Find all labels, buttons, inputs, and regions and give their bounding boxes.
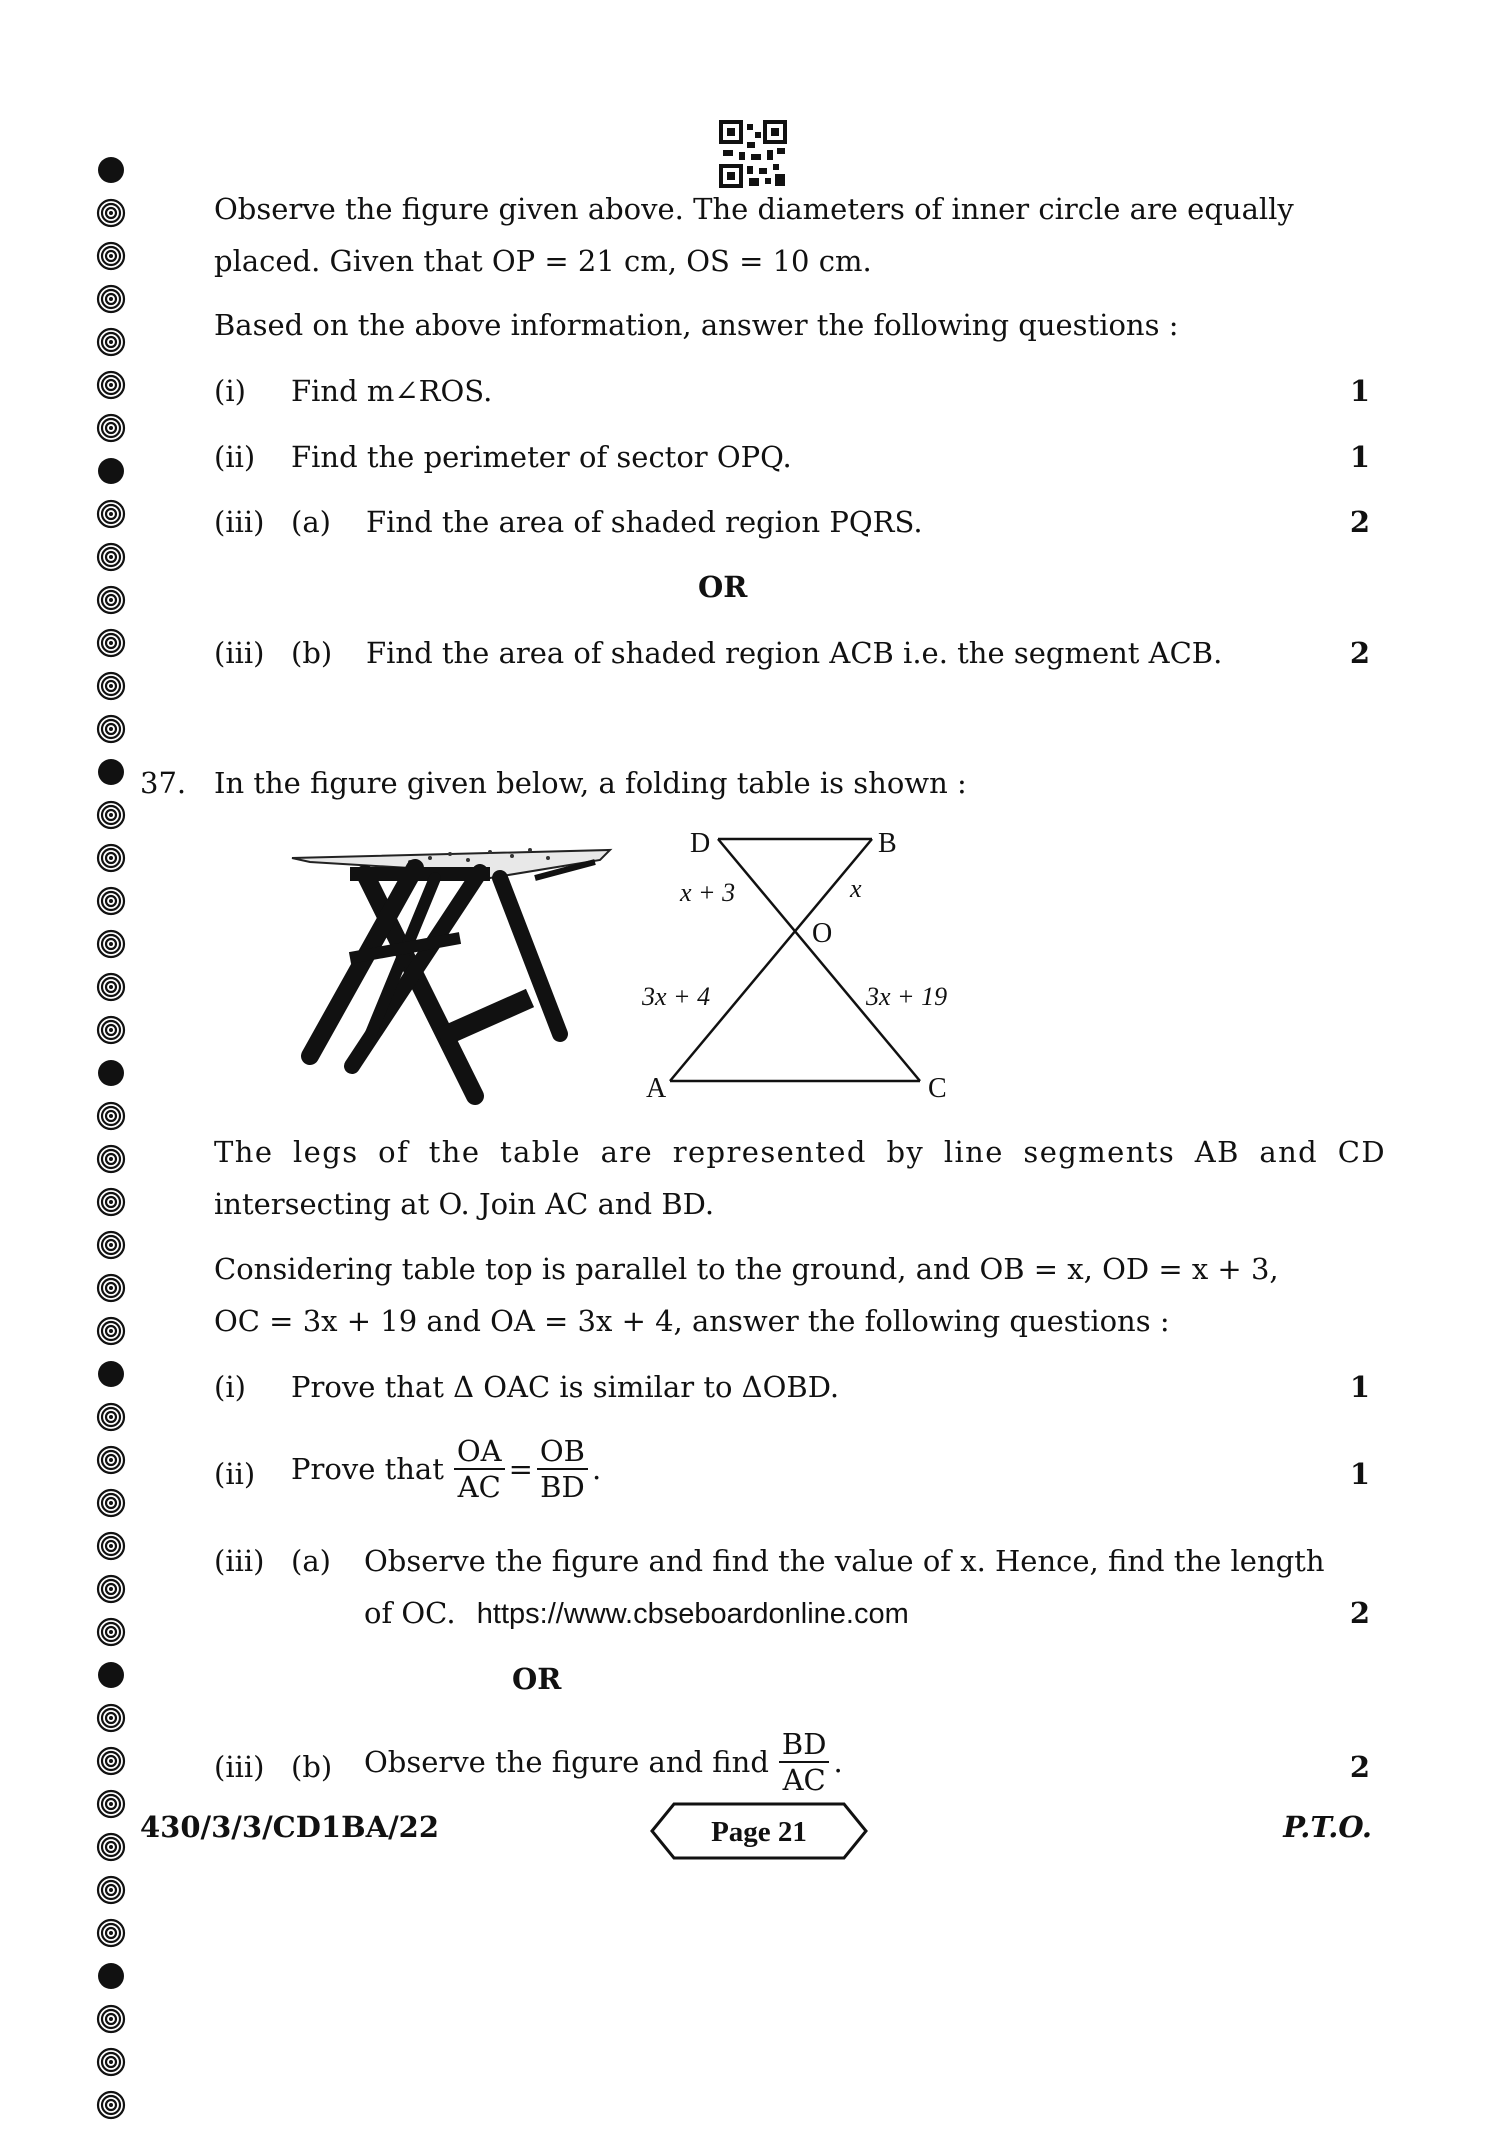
fraction-numerator: OB <box>537 1436 588 1470</box>
page-number-badge <box>648 1800 870 1862</box>
ring-icon <box>96 327 126 357</box>
q36-ii-marks: 1 <box>1349 440 1370 474</box>
fraction-ob-bd <box>537 1436 588 1503</box>
ring-icon <box>96 757 126 787</box>
q36-iii-a-sub: (a) <box>291 505 331 539</box>
ring-icon <box>96 155 126 185</box>
q36-i-marks: 1 <box>1349 374 1370 408</box>
ring-icon <box>96 1488 126 1518</box>
ring-icon <box>96 1273 126 1303</box>
ring-icon <box>96 1574 126 1604</box>
paper-code: 430/3/3/CD1BA/22 <box>140 1810 440 1844</box>
period: . <box>833 1745 843 1780</box>
qr-code <box>719 120 787 188</box>
q36-ii-text: Find the perimeter of sector OPQ. <box>291 440 792 474</box>
q37-ii-text: Prove that <box>291 1452 444 1487</box>
website-url[interactable]: https://www.cbseboardonline.com <box>476 1598 909 1630</box>
q36-iii-b-number: (iii) <box>214 636 265 670</box>
ring-icon <box>96 886 126 916</box>
ring-icon <box>96 1359 126 1389</box>
vertex-o-label: O <box>812 918 833 949</box>
ring-icon <box>96 2090 126 2120</box>
q37-i-text: Prove that Δ OAC is similar to ΔOBD. <box>291 1370 840 1404</box>
ring-icon <box>96 456 126 486</box>
ring-icon <box>96 413 126 443</box>
period: . <box>592 1452 602 1487</box>
ring-icon <box>96 1875 126 1905</box>
or-label-q37: OR <box>512 1662 562 1696</box>
q37-i-marks: 1 <box>1349 1370 1370 1404</box>
fraction-numerator: OA <box>454 1436 505 1470</box>
ring-icon <box>96 241 126 271</box>
ring-icon <box>96 714 126 744</box>
q36-ii-number: (ii) <box>214 440 256 474</box>
or-label-q36: OR <box>698 570 748 604</box>
ring-icon <box>96 1789 126 1819</box>
ring-icon <box>96 1101 126 1131</box>
q37-iii-a-line1: Observe the figure and find the value of x. Hence, find the length <box>364 1544 1325 1578</box>
fraction-denominator: AC <box>782 1763 826 1798</box>
q37-iii-a-line2-wrap <box>364 1596 909 1631</box>
ring-icon <box>96 1015 126 1045</box>
q36-iii-a-text: Find the area of shaded region PQRS. <box>366 505 923 539</box>
q37-para1-line1: The legs of the table are represented by line segments AB and CD <box>214 1135 1386 1169</box>
ring-icon <box>96 1660 126 1690</box>
ring-icon <box>96 800 126 830</box>
label-ob: x <box>850 874 862 903</box>
ring-icon <box>96 1617 126 1647</box>
ring-icon <box>96 671 126 701</box>
q37-ii-marks: 1 <box>1349 1457 1370 1491</box>
q36-iii-b-marks: 2 <box>1349 636 1370 670</box>
ring-icon <box>96 628 126 658</box>
vertex-a-label: A <box>646 1073 667 1104</box>
ring-icon <box>96 1144 126 1174</box>
vertex-d-label: D <box>690 828 711 859</box>
ring-icon <box>96 284 126 314</box>
label-od: x + 3 <box>680 878 736 907</box>
q37-iii-a-line2: of OC. <box>364 1596 456 1630</box>
ring-icon <box>96 1961 126 1991</box>
ring-icon <box>96 1058 126 1088</box>
folding-table-image <box>290 838 625 1108</box>
q37-iii-b-text: Observe the figure and find <box>364 1745 769 1780</box>
ring-icon <box>96 1187 126 1217</box>
ring-icon <box>96 1918 126 1948</box>
equals-sign: = <box>508 1452 533 1487</box>
ring-icon <box>96 1230 126 1260</box>
label-oa: 3x + 4 <box>642 982 711 1011</box>
ring-icon <box>96 843 126 873</box>
ring-icon <box>96 542 126 572</box>
q36-iii-a-number: (iii) <box>214 505 265 539</box>
page-number: Page 21 <box>711 1816 807 1848</box>
q36-i-number: (i) <box>214 374 246 408</box>
fraction-numerator: BD <box>779 1729 830 1763</box>
ring-icon <box>96 1832 126 1862</box>
q37-i-number: (i) <box>214 1370 246 1404</box>
intro-line-1: Observe the figure given above. The diameters of inner circle are equally <box>214 192 1294 226</box>
intro-line-2: placed. Given that OP = 21 cm, OS = 10 cm. <box>214 244 872 278</box>
q37-intro: In the figure given below, a folding table is shown : <box>214 766 967 800</box>
ring-icon <box>96 198 126 228</box>
ring-icon <box>96 972 126 1002</box>
ring-icon <box>96 1531 126 1561</box>
vertex-b-label: B <box>878 828 897 859</box>
ring-icon <box>96 929 126 959</box>
q37-ii-statement <box>291 1436 601 1503</box>
ring-icon <box>96 1703 126 1733</box>
vertex-c-label: C <box>928 1073 947 1104</box>
fraction-denominator: BD <box>540 1470 585 1505</box>
q36-i-text: Find m∠ROS. <box>291 374 493 408</box>
q37-number: 37. <box>140 766 187 800</box>
q37-para2-line1: Considering table top is parallel to the ground, and OB = x, OD = x + 3, <box>214 1252 1279 1286</box>
q37-ii-number: (ii) <box>214 1457 256 1491</box>
ring-icon <box>96 1316 126 1346</box>
please-turn-over: P.T.O. <box>1283 1810 1372 1844</box>
ring-icon <box>96 2004 126 2034</box>
q37-para1-line2: intersecting at O. Join AC and BD. <box>214 1187 715 1221</box>
fraction-oa-ac <box>454 1436 505 1503</box>
ring-icon <box>96 2047 126 2077</box>
q37-iii-a-sub: (a) <box>291 1544 331 1578</box>
q37-iii-b-sub: (b) <box>291 1750 333 1784</box>
q37-iii-b-number: (iii) <box>214 1750 265 1784</box>
fraction-bd-ac <box>779 1729 830 1796</box>
ring-icon <box>96 370 126 400</box>
ring-icon <box>96 499 126 529</box>
q37-para2-line2: OC = 3x + 19 and OA = 3x + 4, answer the following questions : <box>214 1304 1170 1338</box>
q36-iii-b-text: Find the area of shaded region ACB i.e. the segment ACB. <box>366 636 1223 670</box>
ring-icon <box>96 1402 126 1432</box>
q37-iii-b-statement <box>364 1729 843 1796</box>
label-oc: 3x + 19 <box>866 982 948 1011</box>
q36-iii-a-marks: 2 <box>1349 505 1370 539</box>
q36-iii-b-sub: (b) <box>291 636 333 670</box>
intro-instruction: Based on the above information, answer the following questions : <box>214 308 1179 342</box>
ring-icon <box>96 585 126 615</box>
q37-iii-a-marks: 2 <box>1349 1596 1370 1630</box>
triangle-figure <box>640 825 970 1110</box>
fraction-denominator: AC <box>457 1470 501 1505</box>
q37-iii-b-marks: 2 <box>1349 1750 1370 1784</box>
margin-ring-border <box>96 155 132 2133</box>
ring-icon <box>96 1746 126 1776</box>
q37-iii-a-number: (iii) <box>214 1544 265 1578</box>
ring-icon <box>96 1445 126 1475</box>
